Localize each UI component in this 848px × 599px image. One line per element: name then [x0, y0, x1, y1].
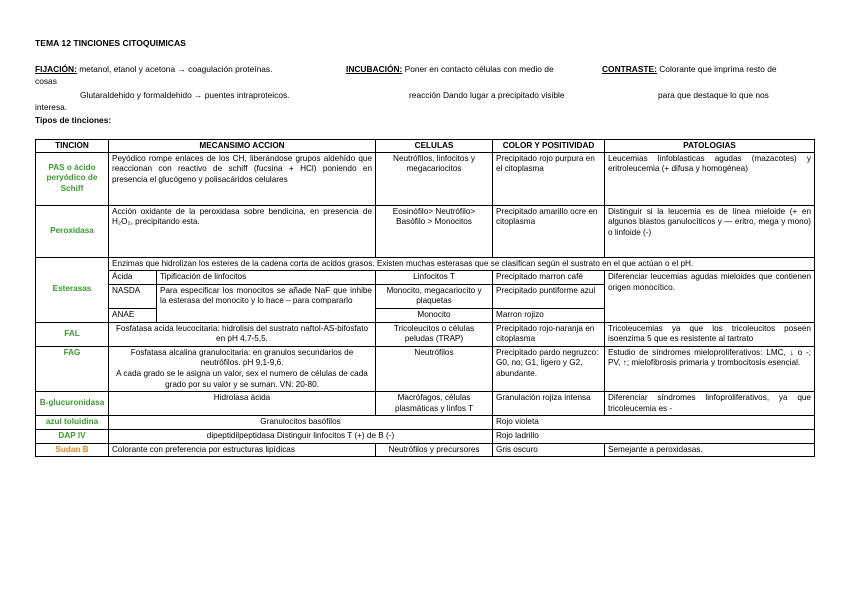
azul-mech: Granulocitos basófilos	[109, 416, 493, 430]
header-color: COLOR Y POSITIVIDAD	[493, 140, 605, 153]
fal-mech: Fosfatasa acida leucocitaria: hidrolisis del sustrato naftol-AS-bifosfato en pH 4,7-5,5.	[109, 322, 376, 346]
fal-color: Precipitado rojo-naranja en citoplasma	[493, 322, 605, 346]
fijacion-text-2: Glutaraldehido y formaldehido → puentes intraproteicos.	[80, 90, 290, 100]
azul-color: Rojo violeta	[493, 416, 815, 430]
header-mecanismo: MECANSIMO ACCION	[109, 140, 376, 153]
tipos-heading: Tipos de tinciones:	[35, 115, 112, 125]
pas-name: PAS o ácido peryódico de Schiff	[36, 152, 109, 205]
table-row-fal	[36, 322, 815, 346]
anae-sub: ANAE	[109, 308, 157, 322]
sudan-cells: Neutrófilos y precursores	[376, 443, 493, 457]
esterasas-path: Diferenciar leucemias agudas mieloides que contienen origen monocítico.	[605, 271, 815, 322]
contraste-text-1b: cosas	[35, 76, 57, 86]
nasda-sub: NASDA	[109, 284, 157, 308]
esterasas-name: Esterasas	[36, 257, 109, 322]
sudan-name: Sudan B	[36, 443, 109, 457]
anae-cells: Monocito	[376, 308, 493, 322]
fal-path: Tricoleucemias ya que los tricoleucitos poseen isoenzima 5 que es resistente al tartrato	[605, 322, 815, 346]
esterasas-intro: Enzimas que hidrolizan los esteres de la cadena corta de acidos grasos. Existen muchas esterasas que se clasifican según el sustrato en el que actúan o el pH.	[109, 257, 815, 271]
acida-sub: Ácida	[109, 271, 157, 285]
sudan-color: Gris oscuro	[493, 443, 605, 457]
perox-name: Peroxidasa	[36, 205, 109, 257]
table-header-row	[36, 140, 815, 153]
table-row-azul-toluidina	[36, 416, 815, 430]
dap-color: Rojo ladrillo	[493, 429, 815, 443]
sudan-mech: Colorante con preferencia por estructuras lipídicas	[109, 443, 376, 457]
nasda-cells: Monocito, megacariocito y plaquetas	[376, 284, 493, 308]
perox-color: Precipitado amarillo ocre en citoplasma	[493, 205, 605, 257]
anae-color: Marron rojizo	[493, 308, 605, 322]
fal-cells: Tricoleucitos o células peludas (TRAP)	[376, 322, 493, 346]
table-row-dap-iv	[36, 429, 815, 443]
sudan-path: Semejante a peroxidasas.	[605, 443, 815, 457]
fal-name: FAL	[36, 322, 109, 346]
bgluc-mech: Hidrolasa ácida	[109, 392, 376, 416]
bgluc-name: B-glucuronidasa	[36, 392, 109, 416]
contraste-label: CONTRASTE:	[602, 64, 657, 74]
acida-cells: Linfocitos T	[376, 271, 493, 285]
table-row-sudan-b	[36, 443, 815, 457]
header-tincion: TINCION	[36, 140, 109, 153]
perox-mech: Acción oxidante de la peroxidasa sobre bendicina, en presencia de H₂O₂, precipitando esta.	[109, 205, 376, 257]
dap-name: DAP IV	[36, 429, 109, 443]
incubacion-line-1	[346, 64, 554, 74]
table-row-fag	[36, 346, 815, 391]
fijacion-text-1: metanol, etanol y acetona → coagulación proteínas.	[79, 64, 273, 74]
fag-mech-1: Fosfatasa alcalina granulocitaria: en granulos secundarios de neutrófilos. pH 9,1-9,6.	[130, 347, 354, 368]
fag-mech	[109, 346, 376, 391]
acida-color: Precipitado marron café	[493, 271, 605, 285]
incubacion-label: INCUBACIÓN:	[346, 64, 403, 74]
bgluc-cells: Macrófagos, células plasmáticas y linfos T	[376, 392, 493, 416]
tinciones-table	[35, 139, 815, 457]
dap-mech: dipeptidilpeptidasa Distinguir linfocitos T (+) de B (-)	[109, 429, 493, 443]
page-title: TEMA 12 TINCIONES CITOQUIMICAS	[35, 38, 186, 48]
table-row-peroxidasa	[36, 205, 815, 257]
perox-path: Distinguir si la leucemia es de línea mieloide (+ en algunos blastos ganulocíticos y — eritro, mega y mono) o linfoide (-)	[605, 205, 815, 257]
incubacion-text-1: Poner en contacto células con medio de	[404, 64, 554, 74]
nasda-mech: Para especificar los monocitos se añade NaF que inhibe la esterasa del monocito y lo hace – para compararlo	[157, 284, 376, 322]
pas-cells: Neutrófilos, linfocitos y megacariocitos	[376, 152, 493, 205]
fag-cells: Neutrófilos	[376, 346, 493, 391]
contraste-text-1: Colorante que imprima resto de	[659, 64, 777, 74]
header-celulas: CELULAS	[376, 140, 493, 153]
azul-name: azul toluidina	[36, 416, 109, 430]
contraste-text-2: para que destaque lo que nos	[658, 90, 769, 100]
pas-color: Precipitado rojo purpura en el citoplasma	[493, 152, 605, 205]
fag-mech-2: A cada grado se le asigna un valor, sex el numero de células de cada grado por su valor y se suman. VN: 20-80.	[116, 368, 368, 389]
acida-mech: Tipificación de linfocitos	[157, 271, 376, 285]
pas-path: Leucemias linfoblasticas agudas (mazacotes) y eritroleucemia (+ difusa y homogénea)	[605, 152, 815, 205]
fag-path: Estudio de síndromes mieloproliferativos: LMC, ↓ o -; PV, ↑; mielofibrosis primaria y trombocitosis esencial.	[605, 346, 815, 391]
contraste-line-1	[602, 64, 777, 74]
contraste-text-2b: interesa.	[35, 102, 68, 112]
table-row-bglucuronidasa	[36, 392, 815, 416]
header-patologias: PATOLOGIAS	[605, 140, 815, 153]
table-row-esterasas-intro	[36, 257, 815, 271]
nasda-color: Precipitado puntiforme azul	[493, 284, 605, 308]
table-row-esterasa-acida	[36, 271, 815, 285]
fijacion-line-1	[35, 64, 272, 74]
fag-name: FAG	[36, 346, 109, 391]
pas-mech: Peyódico rompe enlaces de los CH, liberándose grupos aldehído que reaccionan con reactivo de schiff (fucsina + HCl) poniendo en presencia el glucógeno y polisacáridos celulares	[109, 152, 376, 205]
incubacion-text-2: reacción Dando lugar a precipitado visible	[409, 90, 565, 100]
bgluc-color: Granulación rojiza intensa	[493, 392, 605, 416]
fag-color: Precipitado pardo negruzco: G0, no; G1, ligero y G2, abundante.	[493, 346, 605, 391]
table-row-pas	[36, 152, 815, 205]
fijacion-label: FIJACIÓN:	[35, 64, 77, 74]
perox-cells: Eosinófilo> Neutrófilo> Basófilo > Monocitos	[376, 205, 493, 257]
bgluc-path: Diferenciar síndromes linfoproliferativos, ya que tricoleucemia es -	[605, 392, 815, 416]
